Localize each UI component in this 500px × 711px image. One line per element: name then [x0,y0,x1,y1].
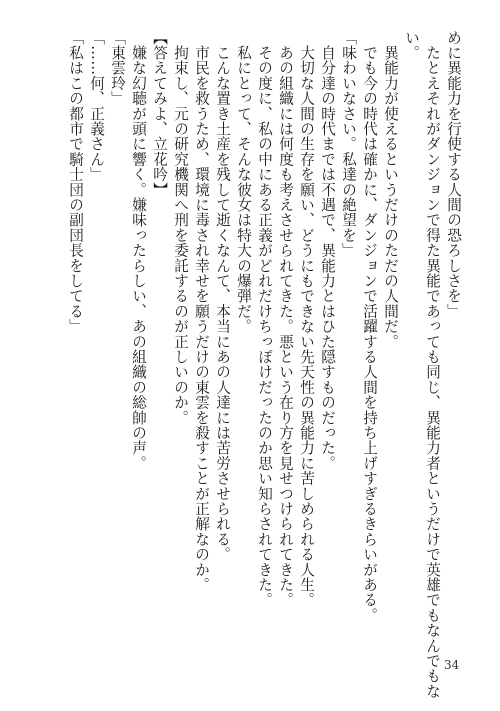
text-line: 拘束し、元の研究機関へ刑を委託するのが正しいのか。 [172,30,189,426]
text-line: たとえそれがダンジョンで得た異能であっても同じ、異能力者というだけで英雄でもなんでもな [424,30,441,699]
text-line: 私にとって、そんな彼女は特大の爆弾だ。 [235,30,252,334]
text-line: こんな置き土産を残して逝くなんて、本当にあの人達には苦労させられる。 [214,30,231,562]
text-line: 大切な人間の生存を願い、どうにもできない先天性の異能力に苦しめられる人生。 [298,30,315,608]
text-line: 自分達の時代までは不遇で、異能力とはひた隠すものだった。 [319,30,336,471]
text-line: 市民を救うため、環境に毒され幸せを願うだけの東雲を殺すことが正解なのか。 [193,30,210,593]
text-line: 「東雲玲」 [109,30,126,106]
text-line: い。 [403,30,420,61]
text-line: 【答えてみよ、立花吟】 [151,30,168,198]
text-line: その度に、私の中にある正義がどれだけちっぽけだったのか思い知らされてきた。 [256,30,273,608]
page-number: 34 [444,658,460,672]
text-line: あの組織には何度も考えさせられてきた。悪という在り方を見せつけられてきた。 [277,30,294,608]
text-line: 「……何、正義さん」 [88,30,105,182]
text-line: めに異能力を行使する人間の恐ろしさを」 [445,30,462,319]
text-line: 嫌な幻聴が頭に響く。嫌味ったらしい、あの組織の総帥の声。 [130,30,147,471]
text-line: 「私はこの都市で騎士団の副団長をしてる」 [67,30,84,334]
text-line: でも今の時代は確かに、ダンジョンで活躍する人間を持ち上げすぎるきらいがある。 [361,30,378,623]
text-line: 異能力が使えるというだけのただの人間だ。 [382,30,399,350]
text-line: 「味わいなさい。私達の絶望を」 [340,30,357,258]
